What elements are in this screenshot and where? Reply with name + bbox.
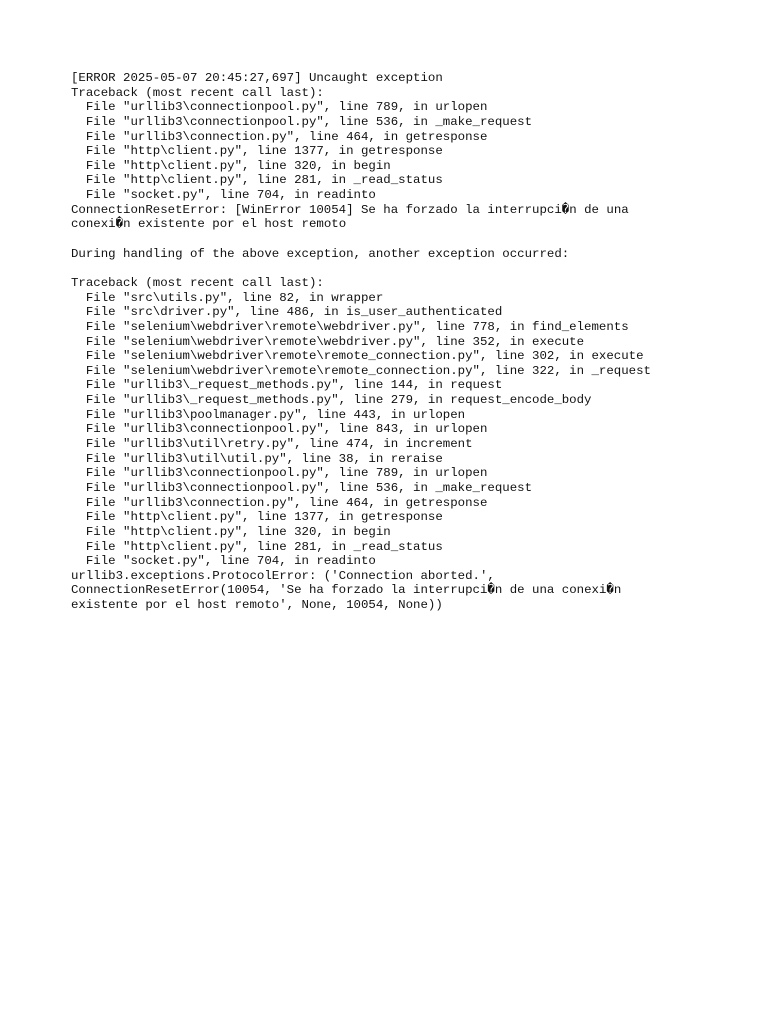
log-line: File "urllib3\connectionpool.py", line 789, in urlopen <box>71 100 488 115</box>
log-line: File "http\client.py", line 320, in begin <box>71 524 391 539</box>
log-line: File "urllib3\connectionpool.py", line 536, in _make_request <box>71 480 533 495</box>
log-line: File "selenium\webdriver\remote\webdriver.py", line 352, in execute <box>71 334 585 349</box>
log-line: ConnectionResetError(10054, 'Se ha forzado la interrupci�n de una conexi�n <box>71 583 622 598</box>
log-line: urllib3.exceptions.ProtocolError: ('Connection aborted.', <box>71 568 495 583</box>
log-line: File "src\utils.py", line 82, in wrapper <box>71 290 384 305</box>
log-line: File "selenium\webdriver\remote\remote_connection.py", line 302, in execute <box>71 349 644 364</box>
log-line: File "urllib3\connectionpool.py", line 789, in urlopen <box>71 466 488 481</box>
log-line: File "urllib3\_request_methods.py", line 144, in request <box>71 378 503 393</box>
log-line: File "selenium\webdriver\remote\remote_connection.py", line 322, in _request <box>71 363 651 378</box>
log-line: [ERROR 2025-05-07 20:45:27,697] Uncaught exception <box>71 71 443 85</box>
log-line: existente por el host remoto', None, 10054, None)) <box>71 598 443 613</box>
log-line: File "selenium\webdriver\remote\webdriver.py", line 778, in find_elements <box>71 319 629 334</box>
log-line: File "http\client.py", line 1377, in getresponse <box>71 144 443 159</box>
log-line: File "urllib3\util\retry.py", line 474, in increment <box>71 437 473 452</box>
log-line <box>71 232 651 247</box>
log-line: File "http\client.py", line 281, in _read_status <box>71 173 443 188</box>
error-log <box>71 71 651 613</box>
log-line: During handling of the above exception, another exception occurred: <box>71 246 570 261</box>
log-line: File "urllib3\connection.py", line 464, in getresponse <box>71 495 488 510</box>
log-line: File "http\client.py", line 320, in begin <box>71 158 391 173</box>
log-line: conexi�n existente por el host remoto <box>71 217 347 232</box>
log-line: File "urllib3\connectionpool.py", line 536, in _make_request <box>71 114 533 129</box>
log-line: File "urllib3\connection.py", line 464, in getresponse <box>71 129 488 144</box>
log-line: ConnectionResetError: [WinError 10054] Se ha forzado la interrupci�n de una <box>71 202 629 217</box>
log-line <box>71 261 651 276</box>
log-line: File "urllib3\util\util.py", line 38, in reraise <box>71 451 443 466</box>
log-line: Traceback (most recent call last): <box>71 85 324 100</box>
log-line: File "http\client.py", line 281, in _read_status <box>71 539 443 554</box>
log-line: File "socket.py", line 704, in readinto <box>71 554 376 569</box>
log-line: File "urllib3\poolmanager.py", line 443, in urlopen <box>71 407 466 422</box>
log-line: File "http\client.py", line 1377, in getresponse <box>71 510 443 525</box>
log-line: File "socket.py", line 704, in readinto <box>71 188 376 203</box>
log-line: File "src\driver.py", line 486, in is_user_authenticated <box>71 305 503 320</box>
log-line: File "urllib3\connectionpool.py", line 843, in urlopen <box>71 422 488 437</box>
log-line: Traceback (most recent call last): <box>71 275 324 290</box>
log-line: File "urllib3\_request_methods.py", line 279, in request_encode_body <box>71 393 592 408</box>
